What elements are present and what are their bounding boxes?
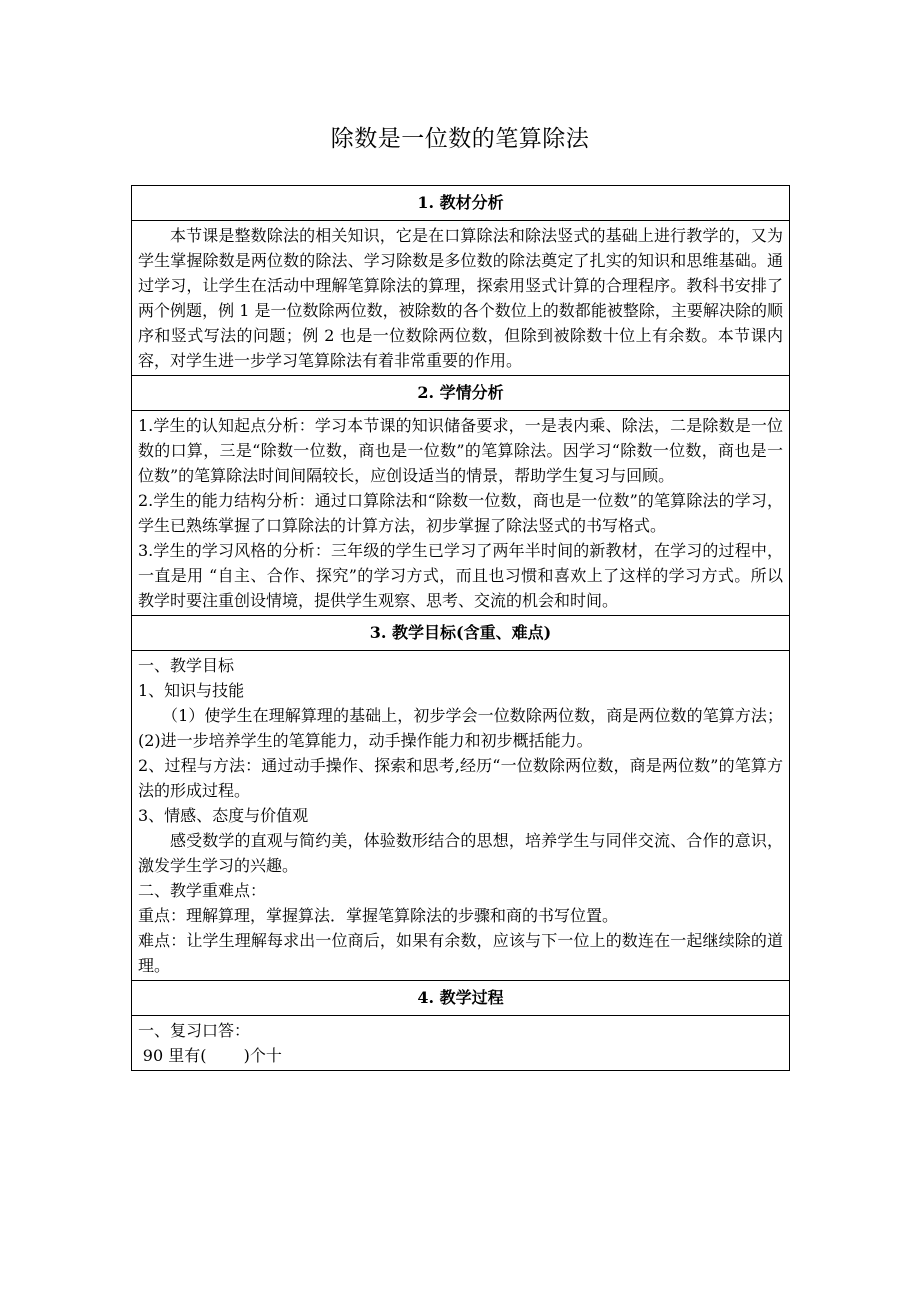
section-heading-teaching-process: 4. 教学过程 [132,981,789,1016]
paragraph: 一、教学目标 [138,656,235,675]
paragraph: 本节课是整数除法的相关知识，它是在口算除法和除法竖式的基础上进行教学的，又为学生掌握除数是两位数的除法、学习除数是多位数的除法奠定了扎实的知识和思维基础。通过学习，让学生在活动中理解笔算除法的算理，探索用竖式计算的合理程序。教科书安排了两个例题，例 1 是一位数除两位数，被除数的各个数位上的数都能被整除，主要解决除的顺序和竖式写法的问题；例 2 也是一位数除两位数，但除到被除数十位上有余数。本节课内容，对学生进一步学习笔算除法有着非常重要的作用。 [138,226,783,370]
paragraph: 1、知识与技能 [138,681,245,700]
paragraph: 2、过程与方法：通过动手操作、探索和思考,经历“一位数除两位数，商是两位数”的笔算方法的形成过程。 [138,756,783,800]
paragraph: 一、复习口答： [138,1021,251,1040]
section-heading-learner-analysis: 2. 学情分析 [132,376,789,411]
section-body-textbook-analysis [132,221,789,376]
paragraph: 2.学生的能力结构分析：通过口算除法和“除数一位数，商也是一位数”的笔算除法的学习，学生已熟练掌握了口算除法的计算方法，初步掌握了除法竖式的书写格式。 [138,491,783,535]
paragraph: 3.学生的学习风格的分析：三年级的学生已学习了两年半时间的新教材，在学习的过程中，一直是用 “自主、合作、探究”的学习方式，而且也习惯和喜欢上了这样的学习方式。所以教学时要注重创设情境，提供学生观察、思考、交流的机会和时间。 [138,541,783,610]
paragraph: 难点：让学生理解每求出一位商后，如果有余数，应该与下一位上的数连在一起继续除的道理。 [138,931,783,975]
section-heading-teaching-objectives: 3. 教学目标(含重、难点) [132,616,789,651]
section-body-teaching-process [132,1016,789,1070]
paragraph: 二、教学重难点： [138,881,267,900]
page-title: 除数是一位数的笔算除法 [330,126,590,152]
paragraph: 重点：理解算理，掌握算法．掌握笔算除法的步骤和商的书写位置。 [138,906,619,925]
paragraph: 90 里有( )个十 [142,1046,282,1065]
paragraph: （1）使学生在理解算理的基础上，初步学会一位数除两位数，商是两位数的笔算方法；(2)进一步培养学生的笔算能力，动手操作能力和初步概括能力。 [138,706,783,750]
paragraph: 3、情感、态度与价值观 [138,806,309,825]
paragraph: 1.学生的认知起点分析：学习本节课的知识储备要求，一是表内乘、除法，二是除数是一位数的口算，三是“除数一位数，商也是一位数”的笔算除法。因学习“除数一位数，商也是一位数”的笔算除法时间间隔较长，应创设适当的情景，帮助学生复习与回顾。 [138,416,783,485]
section-body-teaching-objectives [132,651,789,981]
section-heading-textbook-analysis: 1. 教材分析 [132,186,789,221]
section-body-learner-analysis [132,411,789,616]
lesson-plan-table [131,185,790,1071]
paragraph: 感受数学的直观与简约美，体验数形结合的思想，培养学生与同伴交流、合作的意识，激发学生学习的兴趣。 [138,831,783,875]
